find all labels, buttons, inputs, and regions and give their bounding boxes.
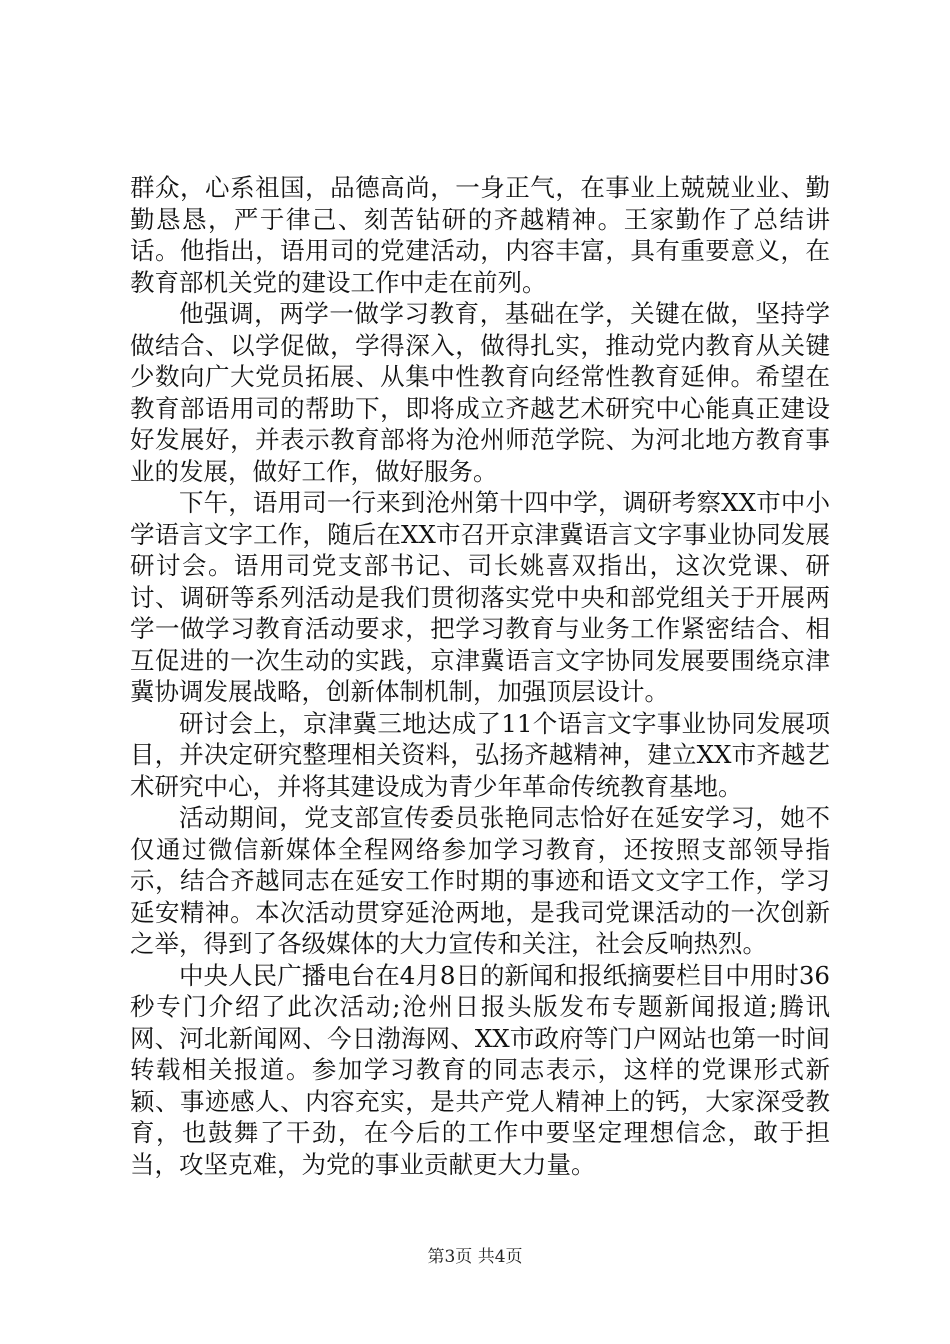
page-number-label: 第3页 共4页: [427, 1247, 523, 1267]
paragraph-2: 他强调，两学一做学习教育，基础在学，关键在做，坚持学做结合、以学促做，学得深入，做得扎实，推动党内教育从关键少数向广大党员拓展、从集中性教育向经常性教育延伸。希望在教育部语用司的帮助下，即将成立齐越艺术研究中心能真正建设好发展好，并表示教育部将为沧州师范学院、为河北地方教育事业的发展，做好工作，做好服务。: [130, 299, 830, 486]
page-footer: [0, 1246, 950, 1268]
paragraph-6: 中央人民广播电台在4月8日的新闻和报纸摘要栏目中用时36秒专门介绍了此次活动;沧州日报头版发布专题新闻报道;腾讯网、河北新闻网、今日渤海网、XX市政府等门户网站也第一时间转载相关报道。参加学习教育的同志表示，这样的党课形式新颖、事迹感人、内容充实，是共产党人精神上的钙，大家深受教育，也鼓舞了干劲，在今后的工作中要坚定理想信念，敢于担当，攻坚克难，为党的事业贡献更大力量。: [130, 960, 830, 1179]
paragraph-5: 活动期间，党支部宣传委员张艳同志恰好在延安学习，她不仅通过微信新媒体全程网络参加学习教育，还按照支部领导指示，结合齐越同志在延安工作时期的事迹和语文文字工作，学习延安精神。本次活动贯穿延沧两地，是我司党课活动的一次创新之举，得到了各级媒体的大力宣传和关注，社会反响热烈。: [130, 803, 830, 958]
paragraph-3: 下午，语用司一行来到沧州第十四中学，调研考察XX市中小学语言文字工作，随后在XX市召开京津冀语言文字事业协同发展研讨会。语用司党支部书记、司长姚喜双指出，这次党课、研讨、调研等系列活动是我们贯彻落实党中央和部党组关于开展两学一做学习教育活动要求，把学习教育与业务工作紧密结合、相互促进的一次生动的实践，京津冀语言文字协同发展要围绕京津冀协调发展战略，创新体制机制，加强顶层设计。: [130, 488, 830, 706]
paragraph-1: 群众，心系祖国，品德高尚，一身正气，在事业上兢兢业业、勤勤恳恳，严于律己、刻苦钻研的齐越精神。王家勤作了总结讲话。他指出，语用司的党建活动，内容丰富，具有重要意义，在教育部机关党的建设工作中走在前列。: [130, 173, 830, 297]
paragraph-4: 研讨会上，京津冀三地达成了11个语言文字事业协同发展项目，并决定研究整理相关资料，弘扬齐越精神，建立XX市齐越艺术研究中心，并将其建设成为青少年革命传统教育基地。: [130, 708, 830, 801]
document-body: [130, 172, 830, 1180]
